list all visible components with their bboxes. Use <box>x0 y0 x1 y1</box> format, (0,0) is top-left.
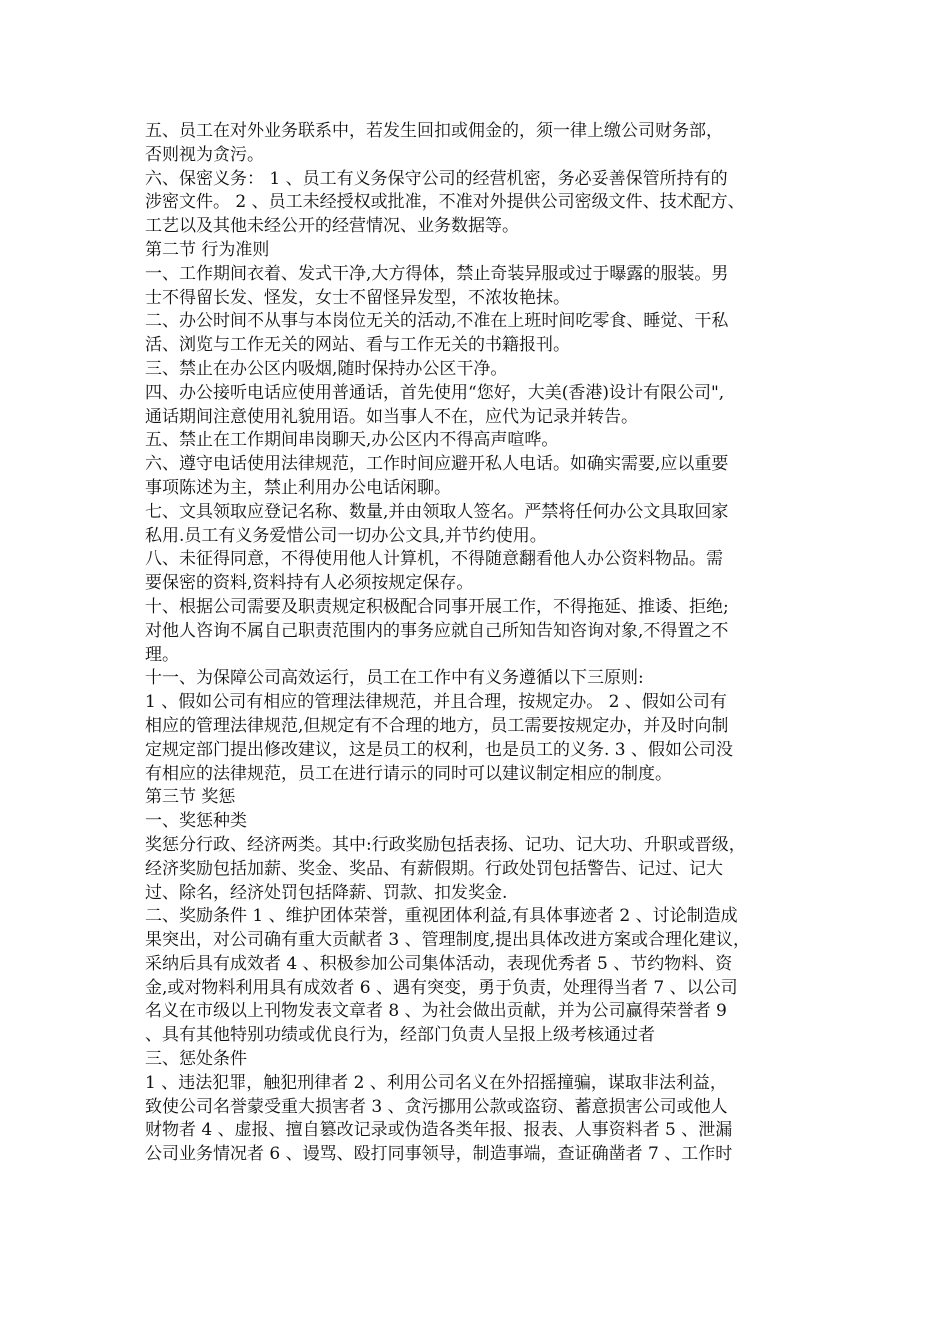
text-line: 五、员工在对外业务联系中，若发生回扣或佣金的，须一律上缴公司财务部， <box>145 121 723 141</box>
text-line: 活、浏览与工作无关的网站、看与工作无关的书籍报刊。 <box>145 335 570 356</box>
text-line: 涉密文件。 2 、员工未经授权或批准，不准对外提供公司密级文件、技术配方、 <box>145 192 745 213</box>
text-line: 名义在市级以上刊物发表文章者 8 、为社会做出贡献，并为公司赢得荣誉者 9 <box>145 1001 727 1022</box>
text-line: 二、办公时间不从事与本岗位无关的活动,不准在上班时间吃零食、睡觉、干私 <box>145 311 729 332</box>
text-line: 财物者 4 、虚报、擅自篡改记录或伪造各类年报、报表、人事资料者 5 、泄漏 <box>145 1120 733 1141</box>
text-line: 1 、假如公司有相应的管理法律规范，并且合理，按规定办。 2 、假如公司有 <box>145 692 727 713</box>
text-line: 一、工作期间衣着、发式干净,大方得体，禁止奇装异服或过于曝露的服装。男 <box>145 263 729 284</box>
text-line: 过、除名，经济处罚包括降薪、罚款、扣发奖金. <box>145 882 508 903</box>
text-line: 、具有其他特别功绩或优良行为，经部门负责人呈报上级考核通过者 <box>145 1025 655 1046</box>
text-line: 经济奖励包括加薪、奖金、奖品、有薪假期。行政处罚包括警告、记过、记大 <box>145 858 723 879</box>
text-line: 私用.员工有义务爱惜公司一切办公文具,并节约使用。 <box>145 525 547 546</box>
text-line: 二、奖励条件 1 、维护团体荣誉，重视团体利益,有具体事迹者 2 、讨论制造成 <box>145 906 738 927</box>
text-line: 六、遵守电话使用法律规范，工作时间应避开私人电话。如确实需要,应以重要 <box>145 454 729 475</box>
text-line: 事项陈述为主，禁止利用办公电话闲聊。 <box>145 477 451 498</box>
text-line: 公司业务情况者 6 、谩骂、殴打同事领导，制造事端，查证确凿者 7 、工作时 <box>145 1144 733 1165</box>
section-heading: 第三节 奖惩 <box>145 787 236 808</box>
text-line: 致使公司名誉蒙受重大损害者 3 、贪污挪用公款或盗窃、蓄意损害公司或他人 <box>145 1096 728 1117</box>
text-line: 要保密的资料,资料持有人必须按规定保存。 <box>145 573 474 594</box>
document-body <box>145 120 815 1167</box>
text-line: 理。 <box>145 644 179 665</box>
text-line: 七、文具领取应登记名称、数量,并由领取人签名。严禁将任何办公文具取回家 <box>145 501 729 522</box>
text-line: 相应的管理法律规范,但规定有不合理的地方，员工需要按规定办，并及时向制 <box>145 715 729 736</box>
text-line: 采纳后具有成效者 4 、积极参加公司集体活动，表现优秀者 5 、节约物料、资 <box>145 953 733 974</box>
text-line: 对他人咨询不属自己职责范围内的事务应就自己所知告知咨询对象,不得置之不 <box>145 620 729 641</box>
text-line: 三、禁止在办公区内吸烟,随时保持办公区干净。 <box>145 358 508 379</box>
text-line: 果突出，对公司确有重大贡献者 3 、管理制度,提出具体改进方案或合理化建议， <box>145 930 751 951</box>
text-line: 有相应的法律规范，员工在进行请示的同时可以建议制定相应的制度。 <box>145 763 672 784</box>
text-line: 1 、违法犯罪，触犯刑律者 2 、利用公司名义在外招摇撞骗，谋取非法利益， <box>145 1072 727 1093</box>
text-line: 五、禁止在工作期间串岗聊天,办公区内不得高声喧哗。 <box>145 430 559 451</box>
text-line: 士不得留长发、怪发，女士不留怪异发型，不浓妆艳抹。 <box>145 287 570 308</box>
text-line: 十、根据公司需要及职责规定积极配合同事开展工作，不得拖延、推诿、拒绝; <box>145 596 729 617</box>
text-line: 奖惩分行政、经济两类。其中:行政奖励包括表扬、记功、记大功、升职或晋级， <box>145 834 746 855</box>
text-line: 四、办公接听电话应使用普通话，首先使用“您好，大美(香港)设计有限公司", <box>145 382 725 403</box>
text-line: 工艺以及其他未经公开的经营情况、业务数据等。 <box>145 216 519 237</box>
text-line: 通话期间注意使用礼貌用语。如当事人不在，应代为记录并转告。 <box>145 406 638 427</box>
text-line: 定规定部门提出修改建议，这是员工的权利，也是员工的义务. 3 、假如公司没 <box>145 739 734 760</box>
text-line: 金,或对物料利用具有成效者 6 、遇有突变，勇于负责，处理得当者 7 、以公司 <box>145 977 738 998</box>
subheading: 一、奖惩种类 <box>145 811 247 832</box>
subheading: 三、惩处条件 <box>145 1049 247 1070</box>
text-line: 八、未征得同意，不得使用他人计算机，不得随意翻看他人办公资料物品。需 <box>145 549 723 570</box>
text-line: 否则视为贪污。 <box>145 144 264 165</box>
text-line: 六、保密义务： 1 、员工有义务保守公司的经营机密，务必妥善保管所持有的 <box>145 168 728 189</box>
text-line: 十一、为保障公司高效运行，员工在工作中有义务遵循以下三原则: <box>145 668 644 689</box>
section-heading: 第二节 行为准则 <box>145 239 270 260</box>
